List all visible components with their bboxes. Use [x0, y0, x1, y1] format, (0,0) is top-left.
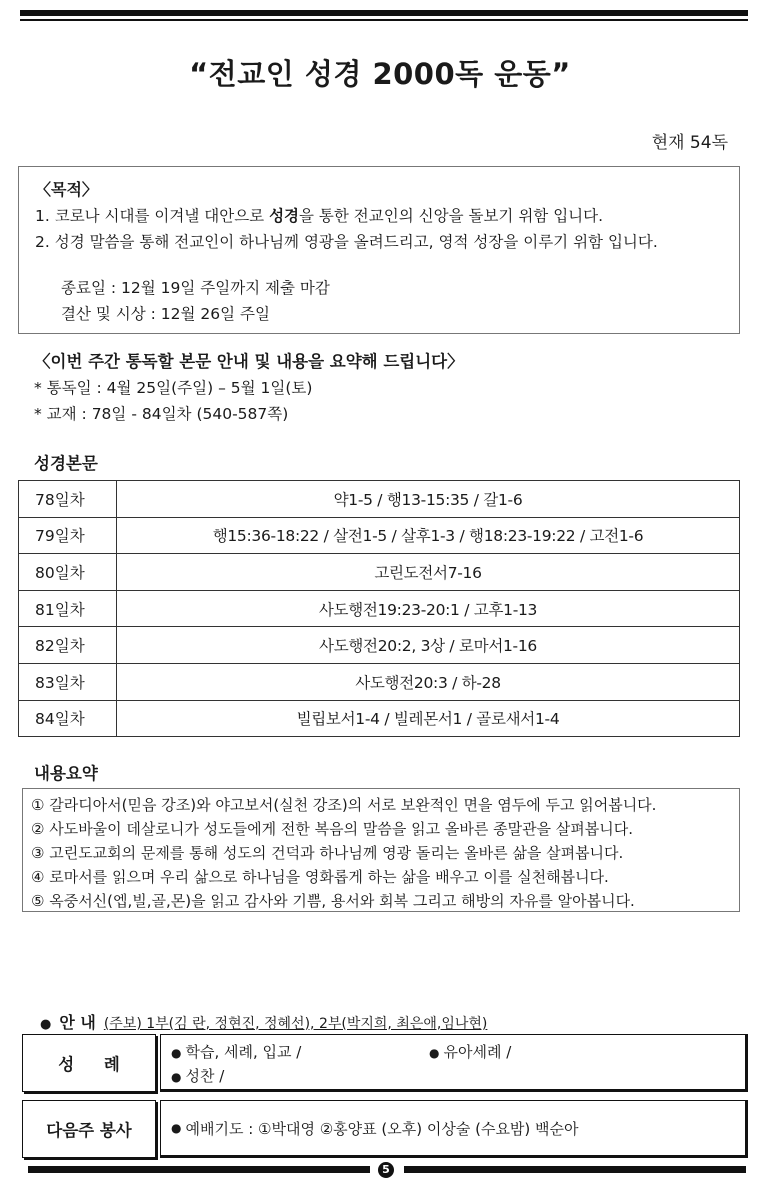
weekly-heading: 〈이번 주간 통독할 본문 안내 및 내용을 요약해 드립니다〉 [34, 352, 464, 371]
notice-line [40, 1010, 487, 1033]
page-number: 5 [378, 1162, 394, 1178]
notice-label: 안 내 [59, 1013, 96, 1032]
passage-cell: 사도행전20:3 / 하-28 [117, 663, 740, 700]
summary-item: ⑤ 옥중서신(엡,빌,골,몬)을 읽고 감사와 기쁨, 용서와 회복 그리고 해방의 자유를 알아봅니다. [31, 892, 635, 910]
sacrament-line-2: ● 성찬 / [171, 1067, 225, 1085]
day-cell: 80일차 [19, 554, 117, 591]
summary-item: ③ 고린도교회의 문제를 통해 성도의 건덕과 하나님께 영광 돌리는 올바른 삶을 살펴봅니다. [31, 844, 624, 862]
passage-cell: 행15:36-18:22 / 살전1-5 / 살후1-3 / 행18:23-19:22 / 고전1-6 [117, 517, 740, 554]
summary-heading: 내용요약 [34, 764, 98, 783]
bullet-icon: ● [171, 1121, 182, 1135]
reading-material: * 교재 : 78일 - 84일차 (540-587쪽) [34, 405, 289, 423]
day-cell: 79일차 [19, 517, 117, 554]
day-cell: 82일차 [19, 627, 117, 664]
bullet-icon: ● [171, 1070, 182, 1084]
schedule-heading: 성경본문 [34, 454, 98, 473]
summary-item: ④ 로마서를 읽으며 우리 삶으로 하나님을 영화롭게 하는 삶을 배우고 이를 실천해봅니다. [31, 868, 609, 886]
summary-item: ① 갈라디아서(믿음 강조)와 야고보서(실천 강조)의 서로 보완적인 면을 염두에 두고 읽어봅니다. [31, 796, 657, 814]
next-service-body [160, 1100, 748, 1158]
deadline-text: 종료일 : 12월 19일 주일까지 제출 마감 [61, 279, 330, 297]
sacrament-body [160, 1034, 748, 1092]
summary-item: ② 사도바울이 데살로니가 성도들에게 전한 복음의 말씀을 읽고 올바른 종말관을 살펴봅니다. [31, 820, 634, 838]
bottom-rule [28, 1162, 746, 1178]
purpose-item-1-bold: 성경 [269, 207, 300, 225]
sacrament-line-1: ● 학습, 세례, 입교 / [171, 1043, 302, 1061]
purpose-box [18, 166, 740, 334]
passage-cell: 사도행전20:2, 3상 / 로마서1-16 [117, 627, 740, 664]
table-row [19, 554, 740, 591]
reading-period: * 통독일 : 4월 25일(주일) – 5월 1일(토) [34, 379, 313, 397]
passage-cell: 빌립보서1-4 / 빌레몬서1 / 골로새서1-4 [117, 700, 740, 737]
page-title: “전교인 성경 2000독 운동” [189, 57, 571, 91]
passage-cell: 사도행전19:23-20:1 / 고후1-13 [117, 590, 740, 627]
day-cell: 84일차 [19, 700, 117, 737]
table-row [19, 481, 740, 518]
sacrament-line-1b: ● 유아세례 / [429, 1043, 512, 1061]
current-reading-count: 현재 54독 [651, 133, 728, 153]
summary-box [22, 788, 740, 912]
day-cell: 81일차 [19, 590, 117, 627]
day-cell: 78일차 [19, 481, 117, 518]
bullet-icon: ● [171, 1046, 182, 1060]
next-service-label: 다음주 봉사 [22, 1100, 156, 1158]
next-service-row [22, 1100, 748, 1158]
bullet-icon: ● [40, 1017, 52, 1032]
purpose-item-2: 2. 성경 말씀을 통해 전교인이 하나님께 영광을 올려드리고, 영적 성장을 이루기 위함 입니다. [35, 233, 658, 251]
table-row [19, 627, 740, 664]
passage-cell: 약1-5 / 행13-15:35 / 갈1-6 [117, 481, 740, 518]
notice-detail: (주보) 1부(김 란, 정현진, 정혜선), 2부(박지희, 최은애,임나현) [103, 1016, 488, 1032]
table-row [19, 663, 740, 700]
table-row [19, 517, 740, 554]
passage-cell: 고린도전서7-16 [117, 554, 740, 591]
bullet-icon: ● [429, 1046, 440, 1060]
table-row [19, 590, 740, 627]
top-double-rule [20, 10, 748, 21]
table-row [19, 700, 740, 737]
sacrament-row [22, 1034, 748, 1092]
day-cell: 83일차 [19, 663, 117, 700]
sacrament-label: 성 례 [22, 1034, 156, 1092]
purpose-heading: 〈목적〉 [35, 180, 98, 199]
purpose-item-1: 1. 코로나 시대를 이겨낼 대안으로 성경을 통한 전교인의 신앙을 돌보기 위함 입니다. [35, 207, 604, 225]
next-service-text: 예배기도 : ①박대영 ②홍양표 (오후) 이상술 (수요밤) 백순아 [185, 1119, 579, 1138]
reading-schedule-table [18, 480, 740, 737]
awards-text: 결산 및 시상 : 12월 26일 주일 [61, 305, 270, 323]
